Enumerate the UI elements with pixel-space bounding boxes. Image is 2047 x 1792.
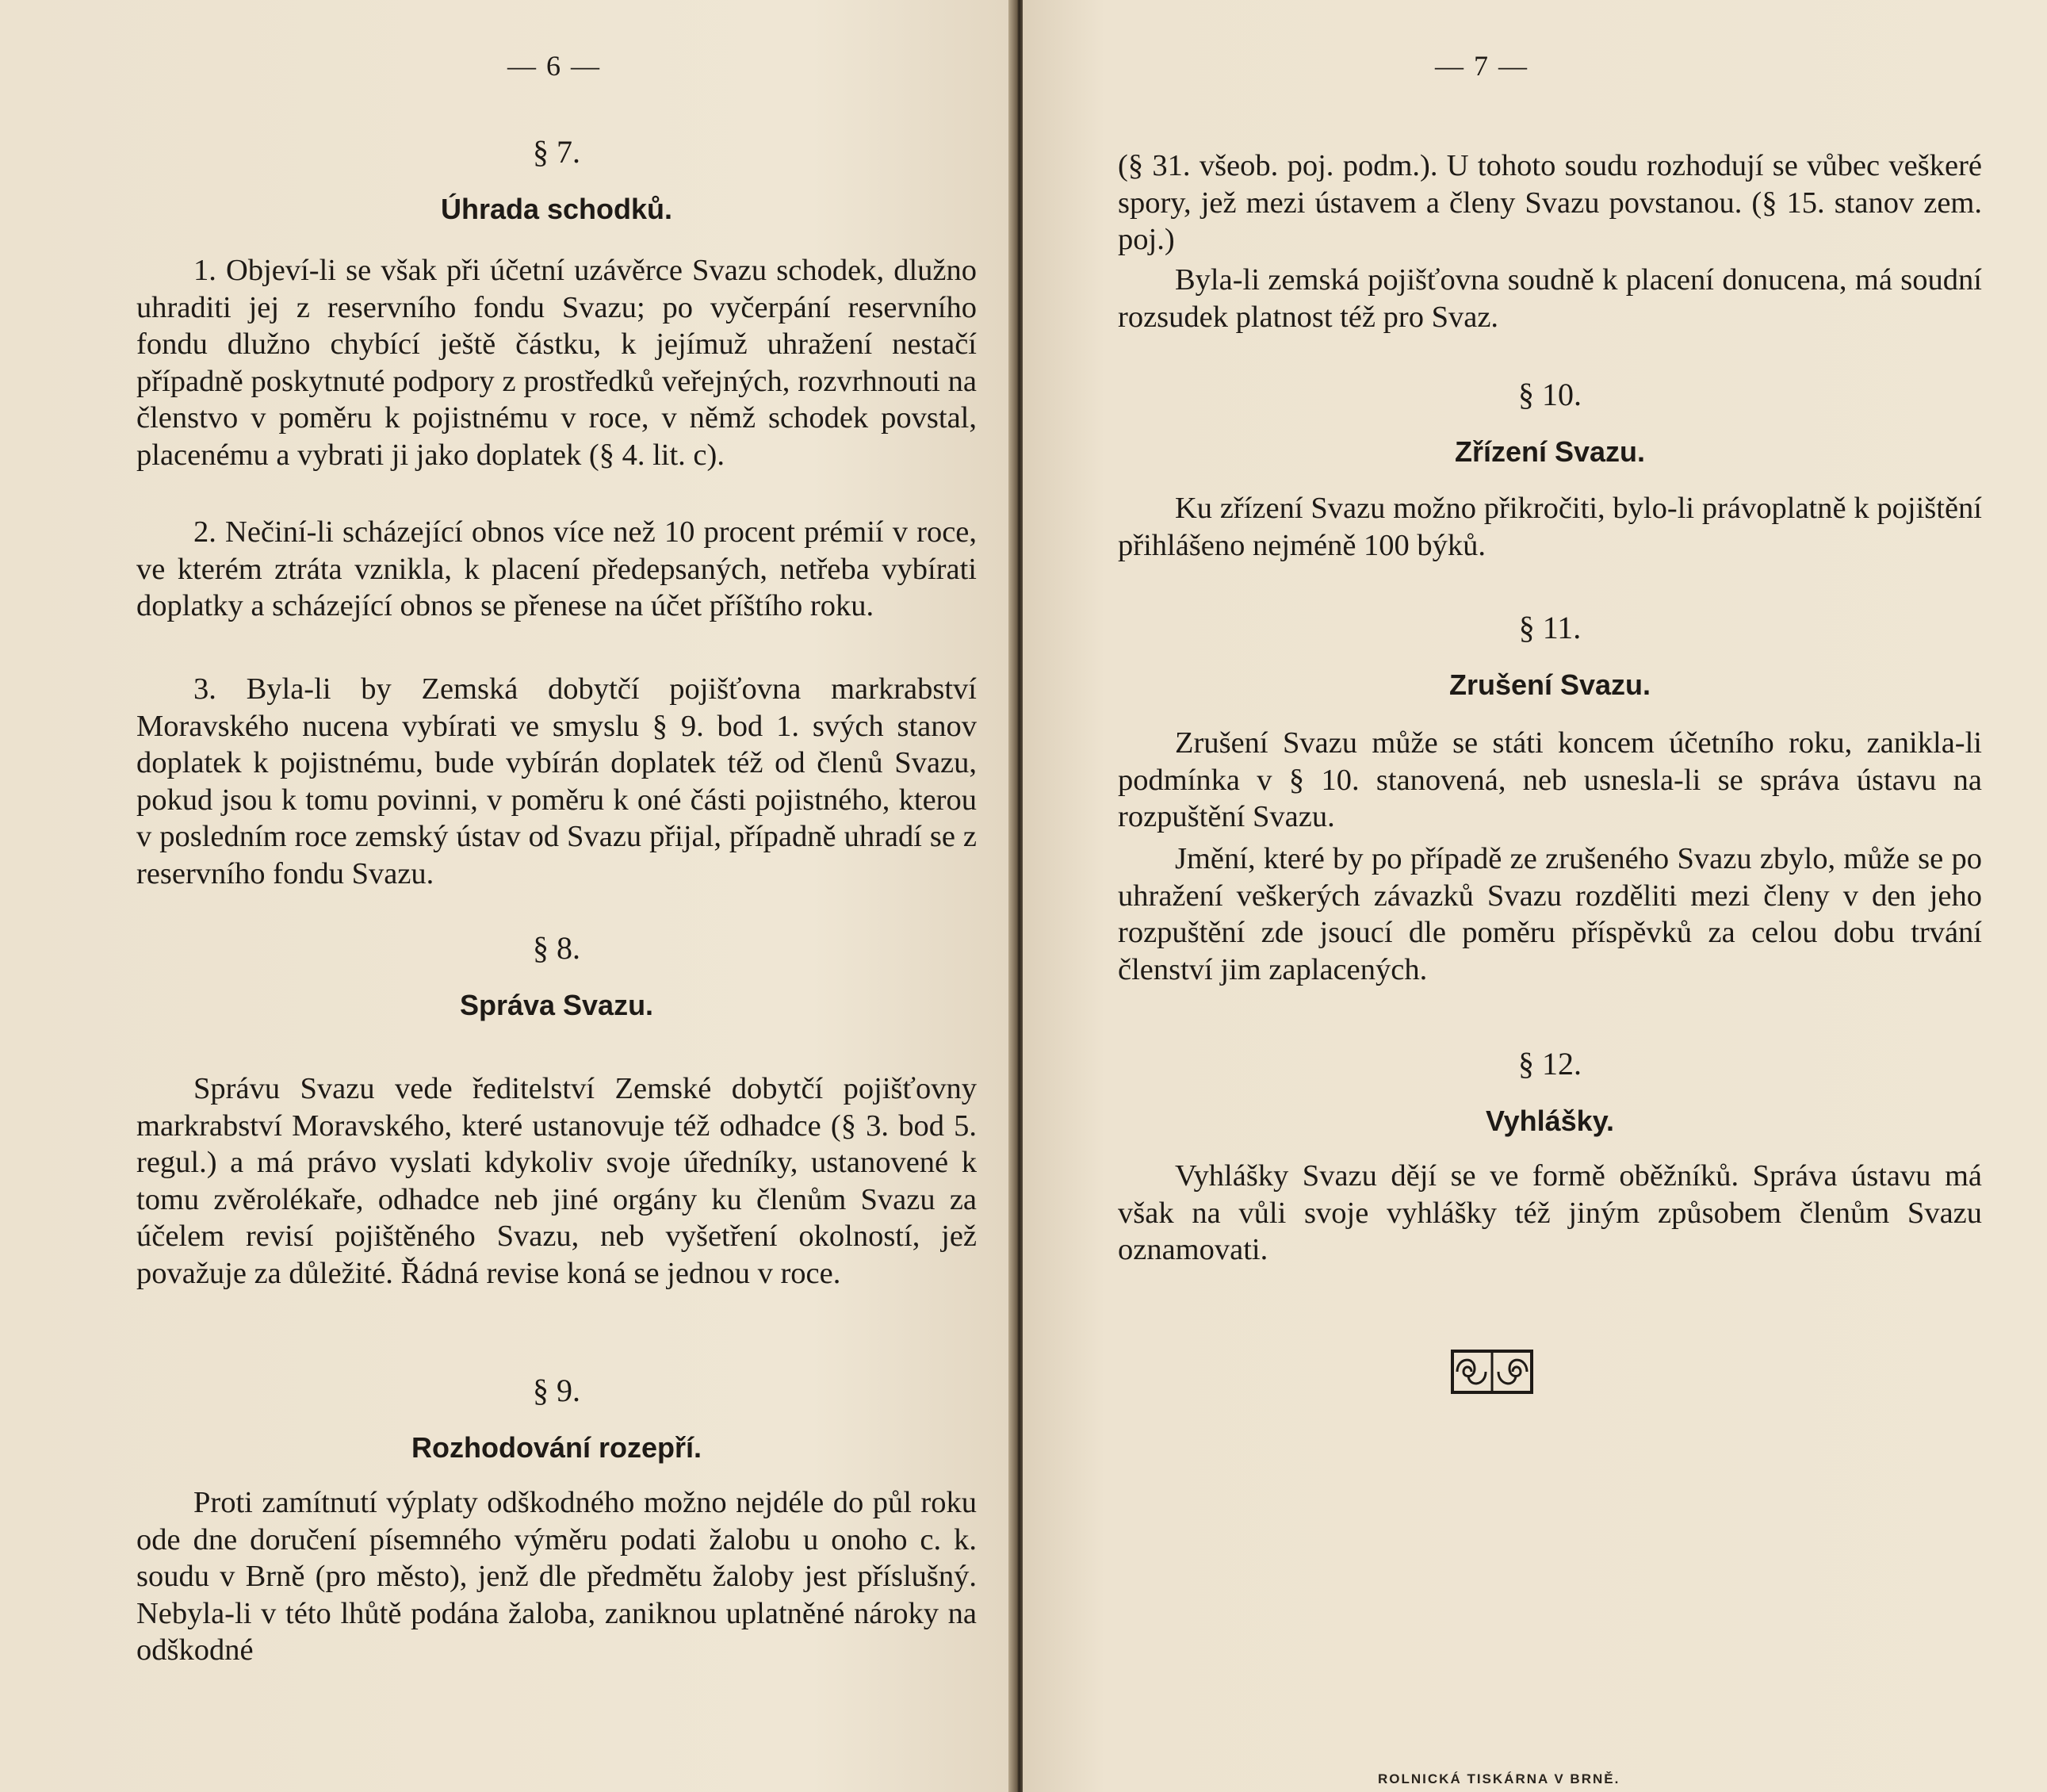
section-title: Správa Svazu. [459,989,654,1021]
paragraph: 2. Nečiní-li scházející obnos více než 10 procent prémií v roce, ve kterém ztráta vznikla, k placení předepsaných, netřeba vybírati doplatky a scházející obnos se přenese na účet příštího roku. [136,515,977,622]
paragraph: Zrušení Svazu může se státi koncem účetního roku, zanikla-li podmínka v § 10. stanovená, neb usnesla-li se správa ústavu na rozpuštění Svazu. [1118,726,1982,833]
section-10 [1118,374,1982,485]
section-12 [1118,1043,1982,1154]
section-11-body [1118,725,1982,836]
right-page [1023,0,2047,1792]
section-number: § 10. [1518,377,1582,412]
ornament-icon [1451,1350,1533,1394]
section-title: Rozhodování rozepří. [411,1431,702,1464]
section-number: § 12. [1518,1046,1582,1082]
section-8-body [136,1070,977,1292]
section-7-body-2 [136,514,977,625]
section-number: § 11. [1518,610,1582,645]
section-number: § 7. [533,134,580,170]
section-7 [136,132,977,243]
section-title: Zřízení Svazu. [1454,435,1646,468]
section-title: Zrušení Svazu. [1448,668,1651,701]
continuation-text-2 [1118,262,1982,335]
section-11 [1118,607,1982,718]
paragraph: (§ 31. všeob. poj. podm.). U tohoto soudu rozhodují se vůbec veškeré spory, jež mezi ústavem a členy Svazu povstanou. (§ 15. stanov zem. poj.) [1118,149,1982,256]
section-9 [136,1370,977,1481]
continuation-text [1118,147,1982,258]
paragraph: Správu Svazu vede ředitelství Zemské dobytčí pojišťovny markrabství Moravského, které ustanovuje též odhadce (§ 3. bod 5. regul.) a má právo vyslati kdykoliv svoje úředníky, ustanovené k tomu zvěrolékaře, odhadce neb jiné orgány ku členům Svazu za účelem revisí pojištěného Svazu, neb vyšetření okolností, jež považuje za důležité. Řádná revise koná se jednou v roce. [136,1072,977,1290]
paragraph: Byla-li zemská pojišťovna soudně k placení donucena, má soudní rozsudek platnost též pro Svaz. [1118,263,1982,334]
section-7-body-3 [136,671,977,892]
section-11-body-2 [1118,840,1982,988]
page-number: — 7 — [1435,50,1529,82]
paragraph: Proti zamítnutí výplaty odškodného možno nejdéle do půl roku ode dne doručení písemného výměru podati žalobu u onoho c. k. soudu v Brně (pro město), jenž dle předmětu žaloby jest příslušný. Nebyla-li v této lhůtě podána žaloba, zaniknou uplatněné nároky na odškodné [136,1486,977,1667]
paragraph: 1. Objeví-li se však při účetní uzávěrce Svazu schodek, dlužno uhraditi jej z reservního fondu Svazu; po vyčerpání reservního fondu dlužno chybící ještě částku, k jejímuž uhražení nestačí případně poskytnuté podpory z prostředků veřejných, rozvrhnouti na členstvo v poměru k pojistnému v roce, v němž schodek povstal, placenému a vybrati ji jako doplatek (§ 4. lit. c). [136,254,977,472]
section-10-body [1118,490,1982,564]
paragraph: Vyhlášky Svazu dějí se ve formě oběžníků. Správa ústavu má však na vůli svoje vyhlášky též jiným způsobem členům Svazu oznamovati. [1118,1159,1982,1266]
section-number: § 8. [533,930,580,966]
printer-imprint: ROLNICKÁ TISKÁRNA V BRNĚ. [1378,1771,1620,1786]
paragraph: Ku zřízení Svazu možno přikročiti, bylo-li právoplatně k pojištění přihlášeno nejméně 100 býků. [1118,492,1982,562]
section-title: Vyhlášky. [1485,1105,1615,1137]
section-7-body [136,252,977,473]
paragraph: 3. Byla-li by Zemská dobytčí pojišťovna markrabství Moravského nucena vybírati ve smyslu § 9. bod 1. svých stanov doplatek k pojistnému, bude vybírán doplatek též od členů Svazu, pokud jsou k tomu povinni, v poměru k oné části pojistného, kterou v posledním roce zemský ústav od Svazu přijal, případně uhradí se z reservního fondu Svazu. [136,672,977,890]
left-page [0,0,1013,1792]
section-9-body [136,1484,977,1669]
section-8 [136,928,977,1039]
paragraph: Jmění, které by po případě ze zrušeného Svazu zbylo, může se po uhražení veškerých závazků Svazu rozděliti mezi členy v den jeho rozpuštění zde jsoucí dle poměru příspěvků za celou dobu trvání členství jim zaplacených. [1118,842,1982,986]
section-number: § 9. [533,1373,580,1408]
section-title: Úhrada schodků. [440,193,673,225]
page-number: — 6 — [507,50,601,82]
section-12-body [1118,1158,1982,1269]
